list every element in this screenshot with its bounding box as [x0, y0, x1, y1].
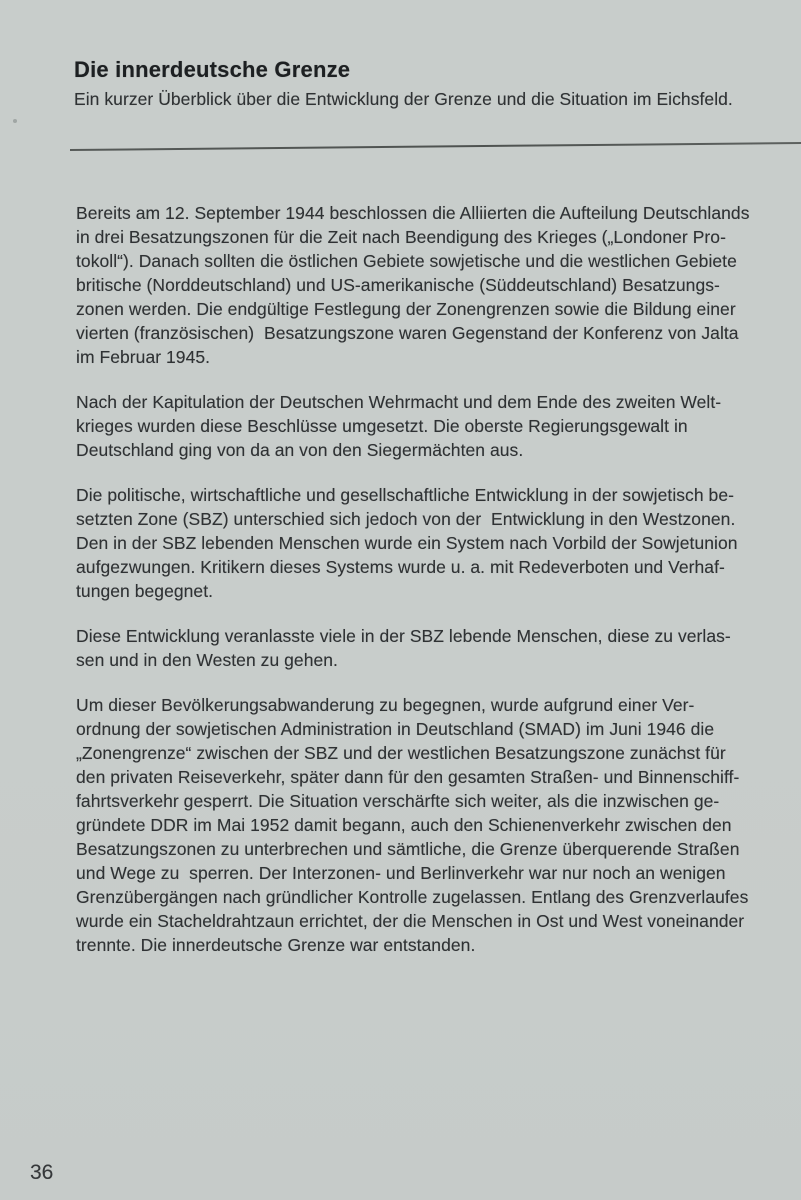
text-line: „Zonengrenze“ zwischen der SBZ und der westlichen Besatzungszone zunächst für [76, 743, 726, 763]
text-line: Den in der SBZ lebenden Menschen wurde ein System nach Vorbild der Sowjetunion [76, 533, 738, 553]
paragraph-1 [76, 201, 798, 369]
text-line: tungen begegnet. [76, 581, 214, 601]
text-line: zonen werden. Die endgültige Festlegung der Zonengrenzen sowie die Bildung einer [76, 299, 736, 319]
text-line: gründete DDR im Mai 1952 damit begann, auch den Schienenverkehr zwischen den [76, 815, 732, 835]
text-line: trennte. Die innerdeutsche Grenze war entstanden. [76, 935, 476, 955]
text-line: wurde ein Stacheldrahtzaun errichtet, der die Menschen in Ost und West voneinander [76, 911, 745, 931]
text-line: Diese Entwicklung veranlasste viele in der SBZ lebende Menschen, diese zu verlas- [76, 626, 731, 646]
text-line: Die politische, wirtschaftliche und gesellschaftliche Entwicklung in der sowjetisch be- [76, 485, 734, 505]
text-line: tokoll“). Danach sollten die östlichen Gebiete sowjetische und die westlichen Gebiete [76, 251, 737, 271]
page-number: 36 [30, 1161, 54, 1184]
text-line: Grenzübergängen nach gründlicher Kontrolle zugelassen. Entlang des Grenzverlaufes [76, 887, 749, 907]
paragraph-4 [76, 624, 798, 672]
body-text [76, 201, 798, 978]
text-line: krieges wurden diese Beschlüsse umgesetzt. Die oberste Regierungsgewalt in [76, 416, 688, 436]
text-line: fahrtsverkehr gesperrt. Die Situation verschärfte sich weiter, als die inzwischen ge- [76, 791, 720, 811]
text-line: ordnung der sowjetischen Administration in Deutschland (SMAD) im Juni 1946 die [76, 719, 715, 739]
text-line: Bereits am 12. September 1944 beschlossen die Alliierten die Aufteilung Deutschlands [76, 203, 750, 223]
text-line: in drei Besatzungszonen für die Zeit nach Beendigung des Krieges („Londoner Pro- [76, 227, 726, 247]
text-line: und Wege zu sperren. Der Interzonen- und Berlinverkehr war nur noch an wenigen [76, 863, 726, 883]
paragraph-2 [76, 390, 798, 462]
paragraph-5 [76, 693, 798, 957]
text-line: Nach der Kapitulation der Deutschen Wehrmacht und dem Ende des zweiten Welt- [76, 392, 722, 412]
text-line: vierten (französischen) Besatzungszone waren Gegenstand der Konferenz von Jalta [76, 323, 739, 343]
text-line: aufgezwungen. Kritikern dieses Systems wurde u. a. mit Redeverboten und Verhaf- [76, 557, 725, 577]
page-subtitle: Ein kurzer Überblick über die Entwicklung der Grenze und die Situation im Eichsfeld. [74, 89, 733, 109]
text-line: Besatzungszonen zu unterbrechen und sämtliche, die Grenze überquerende Straßen [76, 839, 740, 859]
text-line: britische (Norddeutschland) und US-amerikanische (Süddeutschland) Besatzungs- [76, 275, 720, 295]
text-line: setzten Zone (SBZ) unterschied sich jedoch von der Entwicklung in den Westzonen. [76, 509, 736, 529]
paragraph-3 [76, 483, 798, 603]
text-line: im Februar 1945. [76, 347, 211, 367]
text-line: Um dieser Bevölkerungsabwanderung zu begegnen, wurde aufgrund einer Ver- [76, 695, 695, 715]
divider-rule [70, 142, 801, 151]
scan-speck [13, 119, 17, 123]
text-line: Deutschland ging von da an von den Siegermächten aus. [76, 440, 524, 460]
text-line: den privaten Reiseverkehr, später dann für den gesamten Straßen- und Binnenschiff- [76, 767, 740, 787]
page-title: Die innerdeutsche Grenze [74, 57, 351, 82]
text-line: sen und in den Westen zu gehen. [76, 650, 338, 670]
